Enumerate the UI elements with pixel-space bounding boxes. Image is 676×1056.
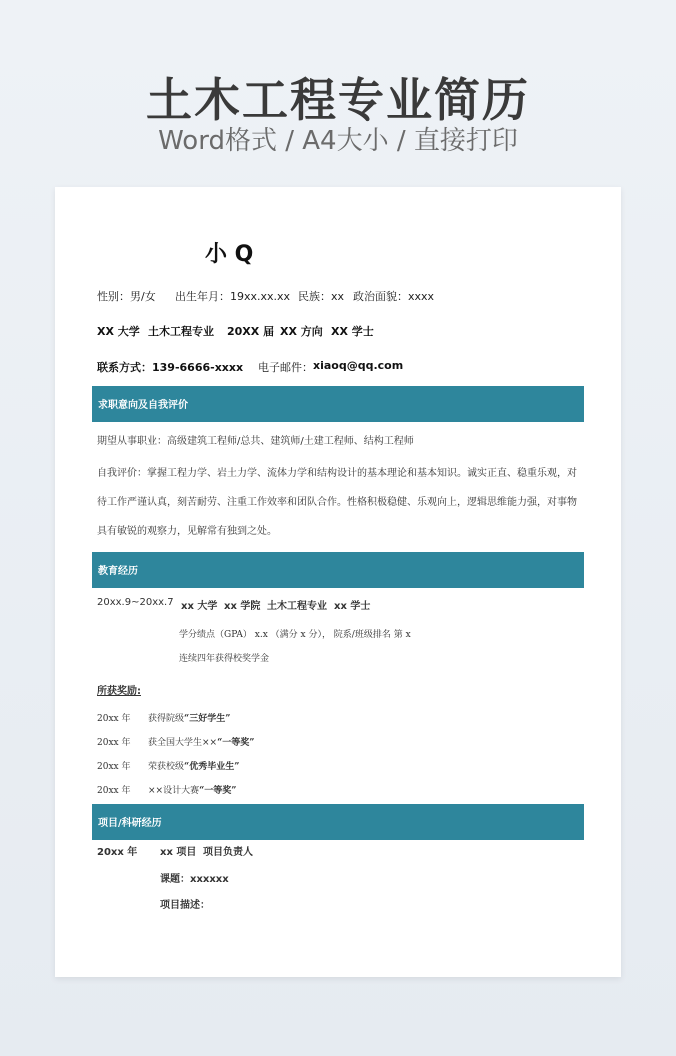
- edu-period: 20xx.9~20xx.7: [97, 597, 174, 608]
- gender-field: 性别：男/女: [97, 290, 156, 303]
- major: 土木工程专业: [148, 325, 214, 338]
- section-objective-title: 求职意向及自我评价: [98, 400, 188, 411]
- edu-college: xx 学院: [224, 601, 261, 612]
- project-desc: 项目描述：: [160, 900, 210, 911]
- section-project-title: 项目/科研经历: [98, 818, 162, 829]
- edu-scholarship: 连续四年获得校奖学金: [179, 654, 270, 664]
- section-education: [92, 552, 584, 588]
- resume-paper: [55, 187, 621, 977]
- university: XX 大学: [97, 325, 140, 338]
- project-role: 项目负责人: [203, 847, 253, 858]
- grad-year: 20XX 届: [227, 325, 275, 338]
- edu-major: 土木工程专业: [267, 601, 327, 612]
- award-year: 20xx 年: [97, 738, 131, 748]
- edu-school: xx 大学: [181, 601, 218, 612]
- award-text: 获得院级“三好学生”: [148, 714, 231, 724]
- award-text: ××设计大赛“一等奖”: [148, 786, 237, 796]
- edu-degree: xx 学士: [334, 601, 371, 612]
- awards-heading: 所获奖励:: [97, 686, 141, 697]
- phone: 联系方式：139-6666-xxxx: [97, 361, 244, 374]
- email-label: 电子邮件：: [258, 361, 313, 374]
- edu-gpa: 学分绩点（GPA） x.x （满分 x 分）， 院系/班级排名 第 x: [179, 630, 411, 640]
- politics-field: 政治面貌：xxxx: [353, 290, 435, 303]
- award-year: 20xx 年: [97, 714, 131, 724]
- email: xiaoq@qq.com: [313, 359, 404, 372]
- award-year: 20xx 年: [97, 762, 131, 772]
- resume-name: 小 Q: [205, 242, 254, 267]
- project-name: xx 项目: [160, 847, 197, 858]
- page-title: 土木工程专业简历: [146, 73, 530, 127]
- section-project: [92, 804, 584, 840]
- direction: XX 方向: [280, 325, 323, 338]
- birth-field: 出生年月：19xx.xx.xx: [175, 290, 291, 303]
- ethnicity-field: 民族：xx: [298, 290, 345, 303]
- section-objective: [92, 386, 584, 422]
- page-subtitle: Word格式 / A4大小 / 直接打印: [158, 126, 518, 156]
- section-education-title: 教育经历: [98, 566, 138, 577]
- project-year: 20xx 年: [97, 847, 138, 858]
- self-evaluation: 自我评价：掌握工程力学、岩土力学、流体力学和结构设计的基本理论和基本知识。诚实正直、稳重乐观，对待工作严谨认真，刻苦耐劳、注重工作效率和团队合作。性格积极稳健、乐观向上，逻辑思维能力强，对事物具有敏锐的观察力，见解常有独到之处。: [97, 468, 577, 537]
- project-topic: 课题：xxxxxx: [160, 874, 229, 885]
- job-objective: 期望从事职业：高级建筑工程师/总共、建筑师/土建工程师、结构工程师: [97, 436, 414, 447]
- award-text: 荣获校级“优秀毕业生”: [148, 762, 240, 772]
- degree: XX 学士: [331, 325, 374, 338]
- award-text: 获全国大学生××“一等奖”: [148, 738, 255, 748]
- award-year: 20xx 年: [97, 786, 131, 796]
